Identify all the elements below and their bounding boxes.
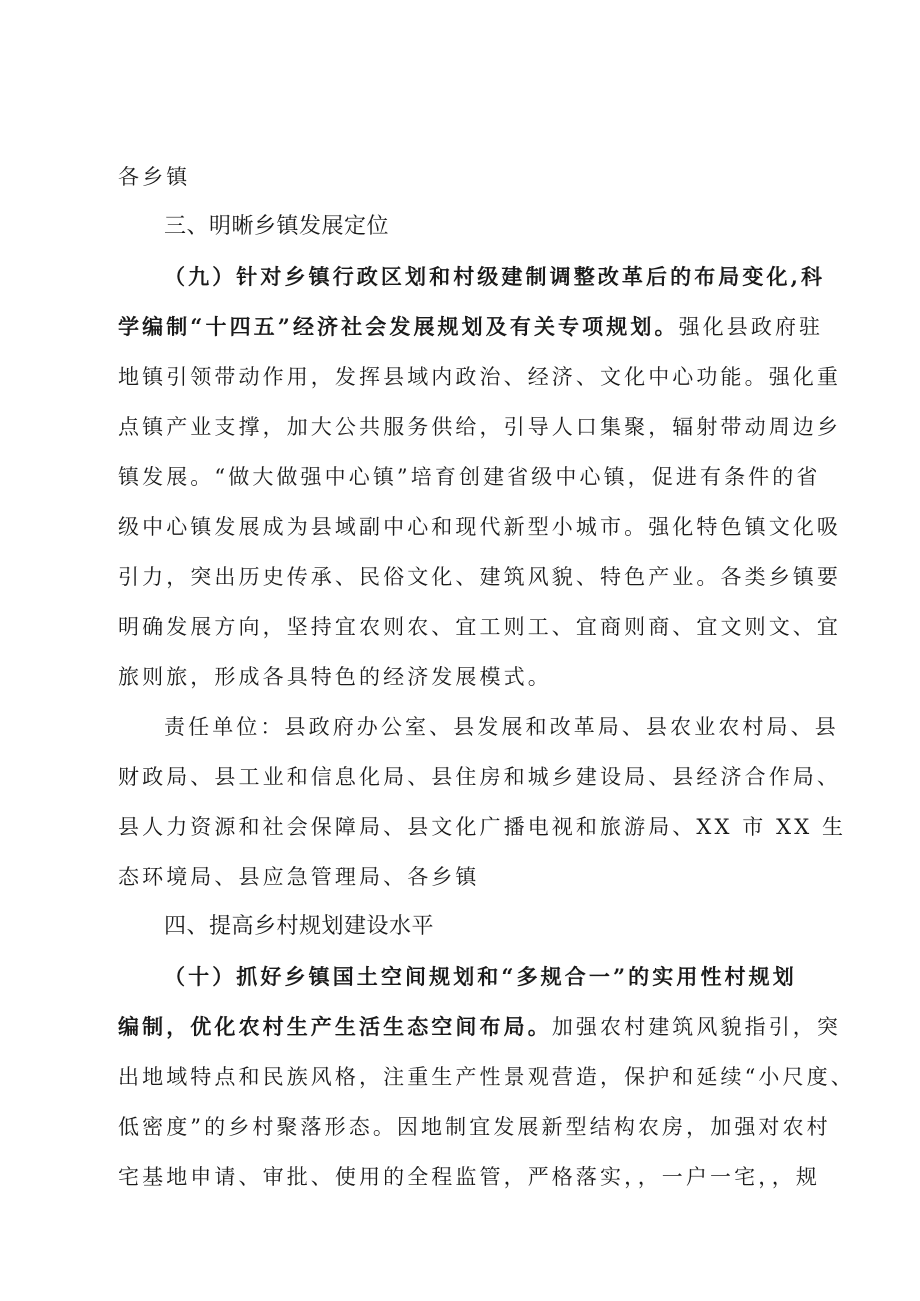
paragraph-line: 引力，突出历史传承、民俗文化、建筑风貌、特色产业。各类乡镇要: [118, 565, 841, 589]
section-heading-4: 四、提高乡村规划建设水平: [164, 914, 435, 939]
paragraph-line: 地镇引领带动作用，发挥县域内政治、经济、文化中心功能。强化重: [118, 365, 841, 389]
paragraph-line: 明确发展方向，坚持宜农则农、宜工则工、宜商则商、宜文则文、宜: [118, 615, 841, 639]
paragraph-line: 各乡镇: [118, 165, 191, 189]
paragraph-line: 镇发展。“做大做强中心镇”培育创建省级中心镇，促进有条件的省: [118, 465, 821, 489]
paragraph-line: [118, 312, 823, 342]
paragraph-line: 态环境局、县应急管理局、各乡镇: [118, 865, 480, 889]
bold-phrase: 学编制“十四五”经济社会发展规划及有关专项规划。: [118, 314, 679, 339]
paragraph-line: 旅则旅，形成各具特色的经济发展模式。: [118, 665, 552, 689]
paragraph-line: 宅基地申请、审批、使用的全程监管，严格落实，，一户一宅，，规: [118, 1165, 820, 1189]
paragraph-line: （十）抓好乡镇国土空间规划和“多规合一”的实用性村规划: [164, 964, 797, 989]
paragraph-line: 责任单位：县政府办公室、县发展和改革局、县农业农村局、县: [164, 715, 839, 739]
paragraph-line: 出地域特点和民族风格，注重生产性景观营造，保护和延续“小尺度、: [118, 1065, 855, 1089]
text-phrase: 强化县政府驻: [678, 315, 824, 339]
paragraph-line: 县人力资源和社会保障局、县文化广播电视和旅游局、XX 市 XX 生: [118, 815, 847, 839]
paragraph-line: 级中心镇发展成为县域副中心和现代新型小城市。强化特色镇文化吸: [118, 515, 841, 539]
paragraph-line: 低密度”的乡村聚落形态。因地制宜发展新型结构农房，加强对农村: [118, 1115, 831, 1139]
paragraph-line: [118, 1012, 841, 1042]
paragraph-line: 财政局、县工业和信息化局、县住房和城乡建设局、县经济合作局、: [118, 765, 841, 789]
section-heading-3: 三、明晰乡镇发展定位: [164, 214, 390, 239]
paragraph-line: （九）针对乡镇行政区划和村级建制调整改革后的布局变化,科: [164, 264, 826, 289]
bold-phrase: 编制，优化农村生产生活生态空间布局。: [118, 1014, 552, 1039]
paragraph-line: 点镇产业支撑，加大公共服务供给，引导人口集聚，辐射带动周边乡: [118, 415, 841, 439]
text-phrase: 加强农村建筑风貌指引，突: [551, 1015, 842, 1039]
